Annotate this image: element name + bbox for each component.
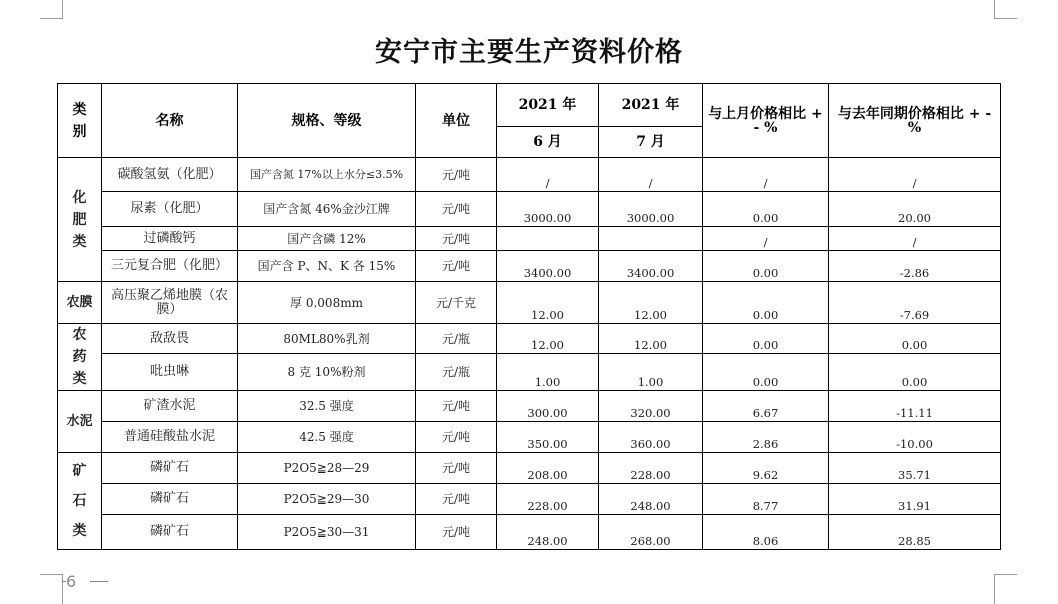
row-yoy: -10.00 bbox=[829, 422, 1001, 453]
row-price-jun: 3000.00 bbox=[497, 192, 599, 227]
row-price-jul: 1.00 bbox=[599, 354, 703, 391]
row-price-jul: 248.00 bbox=[599, 484, 703, 515]
row-mom: / bbox=[703, 158, 829, 192]
row-price-jun: 12.00 bbox=[497, 324, 599, 354]
row-mom: 0.00 bbox=[703, 324, 829, 354]
row-price-jul: 228.00 bbox=[599, 453, 703, 484]
row-price-jun: 1.00 bbox=[497, 354, 599, 391]
row-spec: 厚 0.008mm bbox=[238, 282, 416, 324]
row-spec: 国产含 P、N、K 各 15% bbox=[238, 251, 416, 282]
header-month-jun: 6 月 bbox=[497, 127, 599, 158]
row-yoy: 35.71 bbox=[829, 453, 1001, 484]
row-yoy: 20.00 bbox=[829, 192, 1001, 227]
row-mom: 0.00 bbox=[703, 192, 829, 227]
row-price-jun: 350.00 bbox=[497, 422, 599, 453]
row-name: 敌敌畏 bbox=[102, 324, 238, 354]
row-unit: 元/吨 bbox=[416, 515, 497, 550]
row-unit: 元/吨 bbox=[416, 158, 497, 192]
row-spec: P2O5≧28—29 bbox=[238, 453, 416, 484]
row-name: 三元复合肥（化肥） bbox=[102, 251, 238, 282]
page-title: 安宁市主要生产资料价格 bbox=[375, 37, 683, 68]
row-price-jul bbox=[599, 227, 703, 251]
row-price-jun: 12.00 bbox=[497, 282, 599, 324]
row-yoy: / bbox=[829, 227, 1001, 251]
header-name: 名称 bbox=[102, 84, 238, 158]
row-price-jul: 268.00 bbox=[599, 515, 703, 550]
table-row bbox=[58, 227, 1001, 251]
row-spec: 42.5 强度 bbox=[238, 422, 416, 453]
row-mom: / bbox=[703, 227, 829, 251]
price-table bbox=[57, 83, 1001, 550]
row-spec: 国产含氮 17%以上水分≤3.5% bbox=[238, 158, 416, 192]
crop-mark-bottom-left bbox=[40, 574, 63, 604]
group-pesticide-label: 农药类 bbox=[72, 327, 87, 387]
row-name: 碳酸氢氨（化肥） bbox=[102, 158, 238, 192]
header-year-jul: 2021 年 bbox=[599, 84, 703, 127]
header-year-jun: 2021 年 bbox=[497, 84, 599, 127]
row-yoy: -7.69 bbox=[829, 282, 1001, 324]
row-name: 普通硅酸盐水泥 bbox=[102, 422, 238, 453]
row-price-jun: 300.00 bbox=[497, 391, 599, 422]
row-mom: 9.62 bbox=[703, 453, 829, 484]
row-unit: 元/吨 bbox=[416, 422, 497, 453]
row-price-jun bbox=[497, 227, 599, 251]
table-row bbox=[58, 354, 1001, 391]
row-name: 磷矿石 bbox=[102, 515, 238, 550]
row-spec: P2O5≧29—30 bbox=[238, 484, 416, 515]
row-yoy: 0.00 bbox=[829, 324, 1001, 354]
row-mom: 8.77 bbox=[703, 484, 829, 515]
row-price-jul: 360.00 bbox=[599, 422, 703, 453]
row-price-jun: / bbox=[497, 158, 599, 192]
table-row bbox=[58, 515, 1001, 550]
row-unit: 元/瓶 bbox=[416, 324, 497, 354]
group-ore bbox=[58, 453, 102, 550]
row-name: 矿渣水泥 bbox=[102, 391, 238, 422]
row-name: 高压聚乙烯地膜（农膜） bbox=[102, 282, 238, 324]
row-unit: 元/吨 bbox=[416, 251, 497, 282]
row-unit: 元/瓶 bbox=[416, 354, 497, 391]
group-cement: 水泥 bbox=[58, 391, 102, 453]
row-mom: 2.86 bbox=[703, 422, 829, 453]
header-category bbox=[58, 84, 102, 158]
crop-mark-top-left bbox=[40, 0, 63, 19]
table-row bbox=[58, 192, 1001, 227]
row-price-jun: 3400.00 bbox=[497, 251, 599, 282]
page-number-rule-right bbox=[90, 581, 108, 582]
row-spec: 32.5 强度 bbox=[238, 391, 416, 422]
row-price-jul: 320.00 bbox=[599, 391, 703, 422]
row-unit: 元/吨 bbox=[416, 227, 497, 251]
row-name: 磷矿石 bbox=[102, 484, 238, 515]
row-yoy: -11.11 bbox=[829, 391, 1001, 422]
header-category-text: 类别 bbox=[72, 101, 87, 140]
table-row bbox=[58, 251, 1001, 282]
row-name: 磷矿石 bbox=[102, 453, 238, 484]
table-row bbox=[58, 324, 1001, 354]
header-mom: 与上月价格相比 + - % bbox=[703, 84, 829, 158]
row-spec: 国产含氮 46%金沙江牌 bbox=[238, 192, 416, 227]
row-price-jul: 3400.00 bbox=[599, 251, 703, 282]
row-price-jul: 12.00 bbox=[599, 282, 703, 324]
header-unit: 单位 bbox=[416, 84, 497, 158]
header-month-jul: 7 月 bbox=[599, 127, 703, 158]
table-row bbox=[58, 391, 1001, 422]
table-row bbox=[58, 453, 1001, 484]
row-spec: 80ML80%乳剂 bbox=[238, 324, 416, 354]
row-yoy: 0.00 bbox=[829, 354, 1001, 391]
row-mom: 8.06 bbox=[703, 515, 829, 550]
group-ore-label: 矿石类 bbox=[72, 463, 87, 539]
table-row bbox=[58, 484, 1001, 515]
crop-mark-top-right bbox=[994, 0, 1017, 19]
row-price-jun: 228.00 bbox=[497, 484, 599, 515]
row-name: 过磷酸钙 bbox=[102, 227, 238, 251]
row-yoy: 28.85 bbox=[829, 515, 1001, 550]
group-fertilizer-label: 化肥类 bbox=[72, 189, 87, 250]
group-pesticide bbox=[58, 324, 102, 391]
row-price-jun: 208.00 bbox=[497, 453, 599, 484]
table-row bbox=[58, 422, 1001, 453]
row-price-jul: 3000.00 bbox=[599, 192, 703, 227]
row-spec: P2O5≧30—31 bbox=[238, 515, 416, 550]
row-yoy: -2.86 bbox=[829, 251, 1001, 282]
page-number: 6 bbox=[66, 572, 77, 591]
row-mom: 0.00 bbox=[703, 282, 829, 324]
row-unit: 元/吨 bbox=[416, 453, 497, 484]
row-unit: 元/吨 bbox=[416, 391, 497, 422]
row-mom: 0.00 bbox=[703, 354, 829, 391]
row-price-jun: 248.00 bbox=[497, 515, 599, 550]
row-price-jul: / bbox=[599, 158, 703, 192]
table-row bbox=[58, 282, 1001, 324]
group-fertilizer bbox=[58, 158, 102, 282]
row-unit: 元/千克 bbox=[416, 282, 497, 324]
header-yoy: 与去年同期价格相比 + - % bbox=[829, 84, 1001, 158]
row-spec: 8 克 10%粉剂 bbox=[238, 354, 416, 391]
row-unit: 元/吨 bbox=[416, 484, 497, 515]
header-row bbox=[58, 84, 1001, 127]
header-spec: 规格、等级 bbox=[238, 84, 416, 158]
row-unit: 元/吨 bbox=[416, 192, 497, 227]
table-row bbox=[58, 158, 1001, 192]
row-mom: 0.00 bbox=[703, 251, 829, 282]
row-spec: 国产含磷 12% bbox=[238, 227, 416, 251]
row-yoy: 31.91 bbox=[829, 484, 1001, 515]
row-price-jul: 12.00 bbox=[599, 324, 703, 354]
crop-mark-bottom-right bbox=[994, 574, 1017, 604]
row-name: 尿素（化肥） bbox=[102, 192, 238, 227]
row-yoy: / bbox=[829, 158, 1001, 192]
row-name: 吡虫啉 bbox=[102, 354, 238, 391]
group-film: 农膜 bbox=[58, 282, 102, 324]
row-mom: 6.67 bbox=[703, 391, 829, 422]
